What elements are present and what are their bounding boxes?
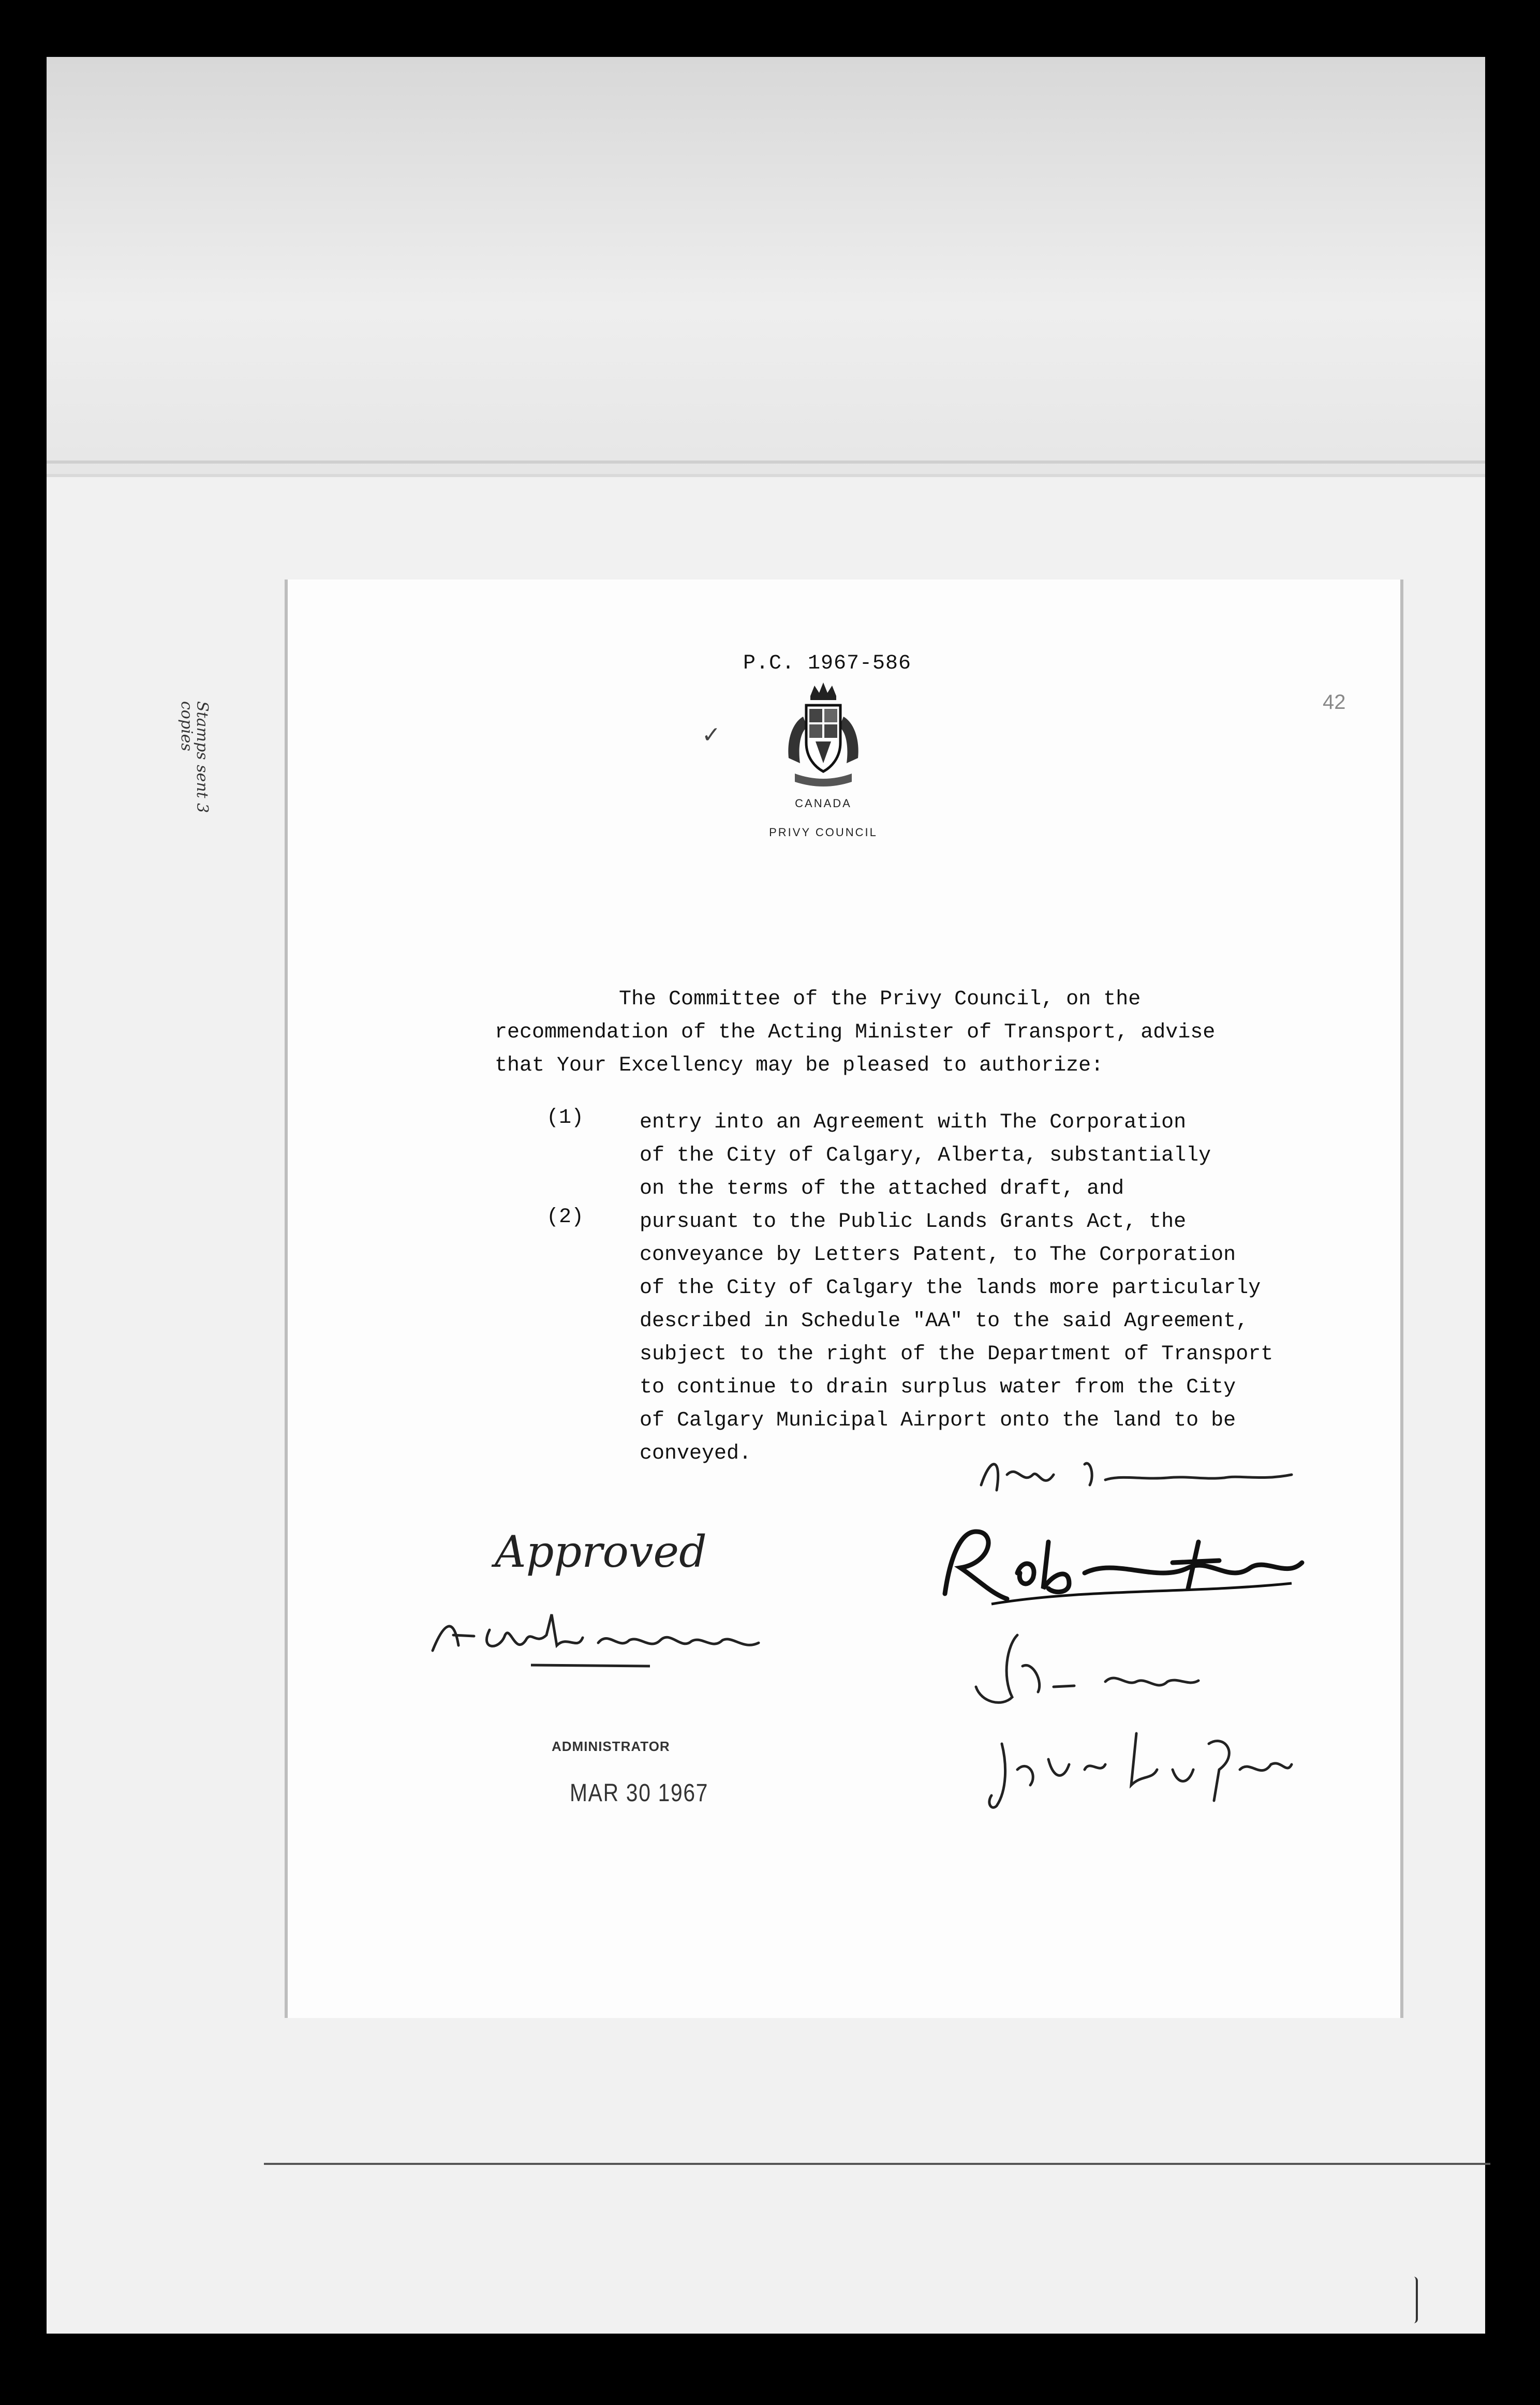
item-line: conveyed. — [640, 1442, 752, 1465]
item-line: described in Schedule "AA" to the said Agreement, — [640, 1310, 1249, 1333]
minister-signature — [971, 1444, 1312, 1501]
emblem-caption-body: PRIVY COUNCIL — [769, 826, 878, 839]
item-text — [640, 1106, 1211, 1206]
item-line: conveyance by Letters Patent, to The Corporation — [640, 1243, 1236, 1267]
item-line: to continue to drain surplus water from the City — [640, 1376, 1236, 1399]
scanned-page — [47, 57, 1485, 2334]
item-number: (1) — [546, 1106, 584, 1130]
edge-mark — [1414, 2277, 1418, 2323]
item-line: entry into an Agreement with The Corporation — [640, 1111, 1187, 1134]
divider — [47, 461, 1485, 464]
divider — [47, 474, 1485, 477]
order-number: P.C. 1967-586 — [743, 652, 912, 675]
item-line: subject to the right of the Department of Transport — [640, 1343, 1274, 1366]
minister-signature — [929, 1511, 1323, 1614]
approved-handwriting: Approved — [495, 1526, 707, 1577]
intro-line: The Committee of the Privy Council, on the — [495, 988, 1141, 1011]
bottom-rule — [264, 2163, 1490, 2165]
administrator-label: ADMINISTRATOR — [552, 1739, 670, 1754]
item-line: pursuant to the Public Lands Grants Act, the — [640, 1210, 1187, 1234]
minister-signature — [971, 1625, 1261, 1713]
order-in-council-sheet — [285, 580, 1403, 2018]
intro-line: recommendation of the Acting Minister of Transport, advise — [495, 1021, 1216, 1044]
margin-annotation: Stamps sent 3 copies — [177, 701, 211, 813]
folio-number: 42 — [1323, 691, 1346, 714]
date-stamp: MAR 30 1967 — [570, 1779, 709, 1807]
administrator-signature — [427, 1594, 790, 1676]
scan-background-band — [47, 57, 1485, 476]
check-mark-icon: ✓ — [702, 722, 721, 748]
intro-line: that Your Excellency may be pleased to authorize: — [495, 1054, 1104, 1077]
emblem-caption-country: CANADA — [795, 797, 852, 810]
item-line: on the terms of the attached draft, and — [640, 1177, 1124, 1200]
intro-paragraph — [495, 983, 1215, 1082]
item-line: of Calgary Municipal Airport onto the land to be — [640, 1409, 1236, 1432]
minister-signature — [981, 1713, 1302, 1816]
coat-of-arms-icon — [784, 680, 862, 789]
item-line: of the City of Calgary the lands more particularly — [640, 1276, 1261, 1300]
item-line: of the City of Calgary, Alberta, substantially — [640, 1144, 1211, 1167]
item-number: (2) — [546, 1206, 584, 1229]
item-text — [640, 1206, 1273, 1471]
